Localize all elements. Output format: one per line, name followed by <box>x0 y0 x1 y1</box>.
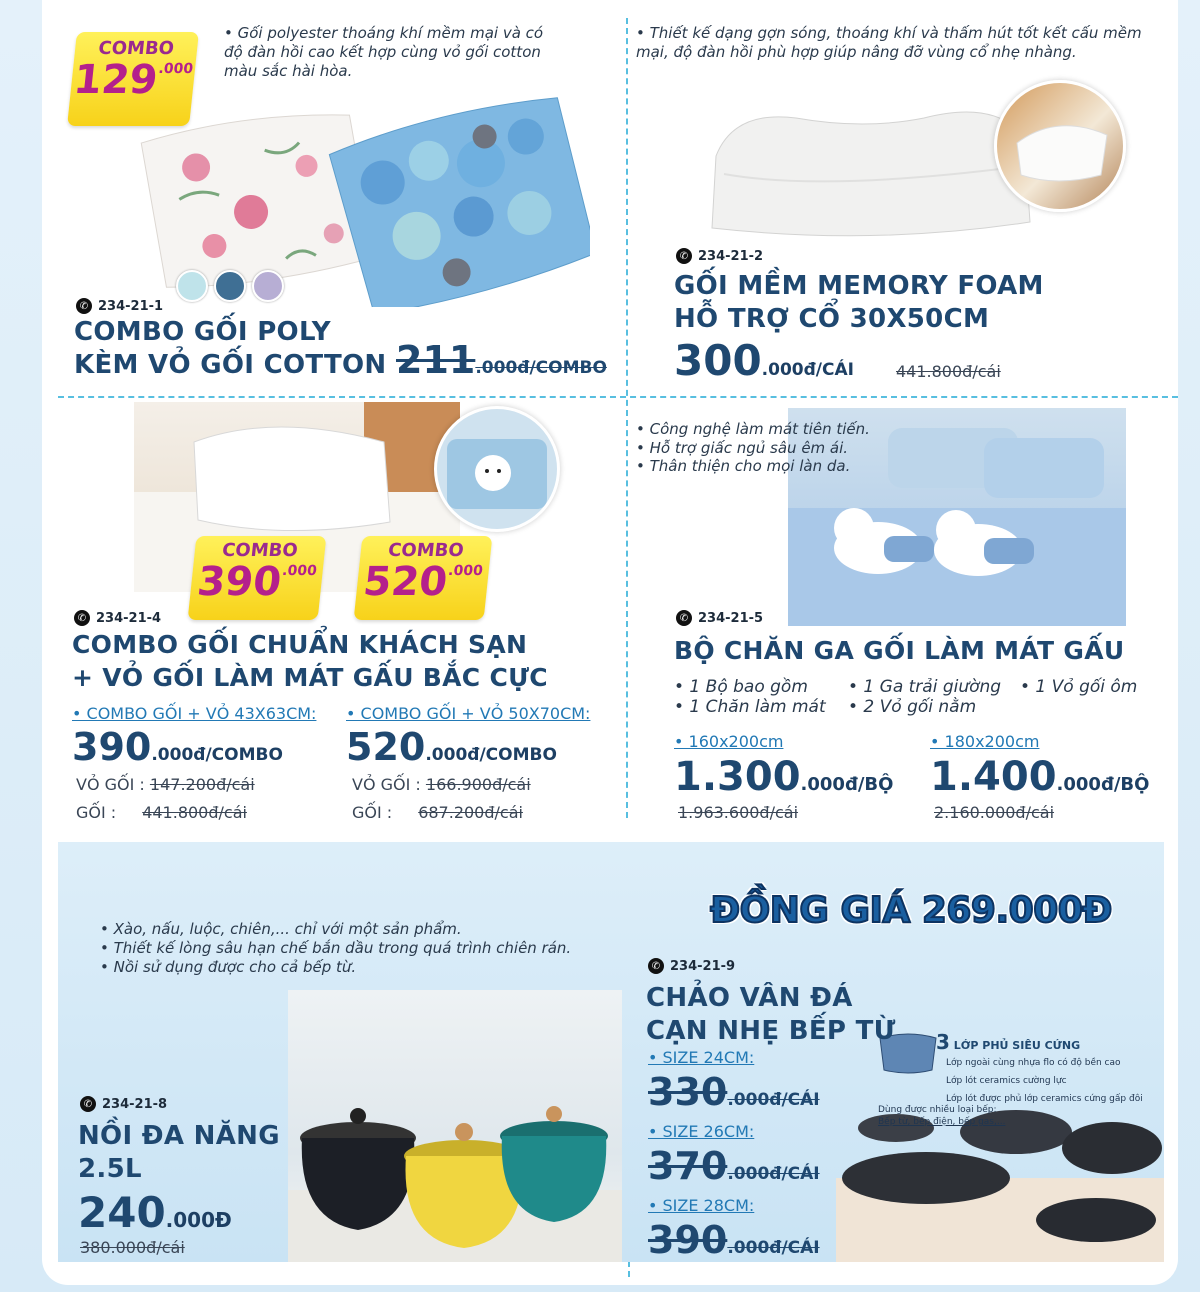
title-line-1: COMBO GỐI CHUẨN KHÁCH SẠN <box>72 630 528 659</box>
product-title <box>674 270 1044 336</box>
price: 240.000Đ <box>78 1188 232 1237</box>
price: 300.000đ/CÁI <box>674 336 854 385</box>
phone-icon: ✆ <box>74 610 90 626</box>
combo-badge-390 <box>188 536 327 620</box>
product-bear-cooling-set[interactable]: • Công nghệ làm mát tiên tiến. • Hỗ trợ giấc ngủ sâu êm ái. • Thân thiện cho mọi làn da. ✆ 234-21-5 BỘ CHĂN GA GỐI LÀM MÁT GẤU • 1 Bộ bao gồm • 1 Ga trải giường • 1 Vỏ gối ôm • 1 Chăn làm mát • 2 Vỏ gối nằm • 160x200cm 1.300.000đ/BỘ 1.963.600đ/cái • 180x200cm 1.400.000đ/BỘ 2.160.000đ/cái <box>628 398 1178 828</box>
title-line-2: CẠN NHẸ BẾP TỪ <box>646 1016 896 1046</box>
size-180x200-old: 2.160.000đ/cái <box>934 803 1055 822</box>
old-price: 441.800đ/cái <box>896 362 1001 381</box>
option-43x63-price: 390.000đ/COMBO <box>72 725 283 769</box>
badge-label: COMBO <box>221 540 299 561</box>
swatch-lavender[interactable] <box>252 270 284 302</box>
old-price: 380.000đ/cái <box>80 1238 185 1257</box>
product-hotel-pillow-combo[interactable] <box>0 398 626 828</box>
badge-label: COMBO <box>97 38 176 59</box>
size-24-link[interactable]: • SIZE 24CM: <box>648 1048 755 1067</box>
coating-layers: Lớp ngoài cùng nhựa flo có độ bền cao Lớp lót ceramics cường lực Lớp lót được phủ lớp ceramics cứng gấp đôi <box>946 1058 1143 1104</box>
title-line-2: 2.5L <box>78 1154 142 1184</box>
option-43x63-cover: VỎ GỐI : 147.200đ/cái <box>76 775 255 794</box>
badge-price: $129^{.000}$ <box>71 57 194 103</box>
swatch-mint[interactable] <box>176 270 208 302</box>
size-24-price: 330.000đ/CÁI <box>648 1070 820 1114</box>
bear-pillow-detail-photo <box>434 406 560 532</box>
product-code: ✆ 234-21-5 <box>676 610 763 626</box>
phone-icon: ✆ <box>80 1096 96 1112</box>
phone-icon: ✆ <box>676 610 692 626</box>
product-title: BỘ CHĂN GA GỐI LÀM MÁT GẤU <box>674 636 1125 665</box>
product-code: ✆ 234-21-4 <box>74 610 161 626</box>
phone-icon: ✆ <box>676 248 692 264</box>
combo-price-badge <box>67 32 199 126</box>
option-43x63-link[interactable]: • COMBO GỐI + VỎ 43X63CM: <box>72 704 317 723</box>
title-line-2: HỖ TRỢ CỔ 30X50CM <box>674 304 990 334</box>
badge-price: $520^{.000}$ <box>361 559 484 605</box>
product-memory-foam[interactable] <box>628 0 1178 396</box>
product-bullets: • Xào, nấu, luộc, chiên,... chỉ với một sản phẩm. • Thiết kế lòng sâu hạn chế bắn dầu trong quá trình chiên rán. • Nồi sử dụng được cho cả bếp từ. <box>100 920 572 976</box>
phone-icon: ✆ <box>76 298 92 314</box>
size-26-price: 370.000đ/CÁI <box>648 1144 820 1188</box>
product-title <box>74 316 387 382</box>
title-line-2: KÈM VỎ GỐI COTTON <box>74 350 387 380</box>
combo-badge-520 <box>354 536 493 620</box>
size-180x200-link[interactable]: • 180x200cm <box>930 732 1040 751</box>
product-bullet: • Thiết kế dạng gợn sóng, thoáng khí và thấm hút tốt kết cấu mềm mại, độ đàn hồi phù hợp giúp nâng đỡ vùng cổ nhẹ nhàng. <box>636 24 1142 61</box>
option-50x70-price: 520.000đ/COMBO <box>346 725 557 769</box>
product-title <box>78 1120 280 1186</box>
option-50x70-link[interactable]: • COMBO GỐI + VỎ 50X70CM: <box>346 704 591 723</box>
old-price: 211.000đ/COMBO <box>396 338 607 382</box>
product-code: ✆ 234-21-9 <box>648 958 735 974</box>
title-line-1: GỐI MỀM MEMORY FOAM <box>674 271 1044 301</box>
title-line-2: + VỎ GỐI LÀM MÁT GẤU BẮC CỰC <box>72 663 548 692</box>
product-bullet: • Gối polyester thoáng khí mềm mại và có độ đàn hồi cao kết hợp cùng vỏ gối cotton màu sắc hài hòa. <box>224 24 544 80</box>
option-43x63-pillow: GỐI : 441.800đ/cái <box>76 803 247 822</box>
memory-foam-detail-photo <box>994 80 1126 212</box>
size-160x200-price: 1.300.000đ/BỘ <box>674 754 894 800</box>
size-160x200-link[interactable]: • 160x200cm <box>674 732 784 751</box>
memory-foam-photo <box>704 96 1034 242</box>
size-26-link[interactable]: • SIZE 26CM: <box>648 1122 755 1141</box>
option-50x70-pillow: GỐI : 687.200đ/cái <box>352 803 523 822</box>
phone-icon: ✆ <box>648 958 664 974</box>
product-title <box>646 982 896 1048</box>
badge-price: $390^{.000}$ <box>195 559 318 605</box>
product-combo-poly-pillow[interactable] <box>0 0 626 396</box>
flat-price-banner: ĐỒNG GIÁ 269.000Đ <box>710 890 1112 931</box>
stove-note: Dùng được nhiều loại bếp: Bếp từ, bếp điện, bếp gas,... <box>878 1105 1006 1127</box>
product-title <box>72 628 548 694</box>
coating-title: 3 LỚP PHỦ SIÊU CỨNG <box>936 1030 1081 1054</box>
option-50x70-cover: VỎ GỐI : 166.900đ/cái <box>352 775 531 794</box>
product-stone-pan[interactable] <box>630 842 1164 1262</box>
product-bullets: • Công nghệ làm mát tiên tiến. • Hỗ trợ giấc ngủ sâu êm ái. • Thân thiện cho mọi làn da. <box>636 420 870 475</box>
pots-photo <box>288 990 622 1262</box>
product-multi-pot[interactable] <box>58 842 628 1262</box>
product-code: ✆ 234-21-1 <box>76 298 163 314</box>
product-code: ✆ 234-21-8 <box>80 1096 167 1112</box>
product-code: ✆ 234-21-2 <box>676 248 763 264</box>
title-line-1: CHẢO VÂN ĐÁ <box>646 983 853 1013</box>
size-180x200-price: 1.400.000đ/BỘ <box>930 754 1150 800</box>
title-line-1: NỒI ĐA NĂNG <box>78 1121 280 1151</box>
size-28-link[interactable]: • SIZE 28CM: <box>648 1196 755 1215</box>
color-swatches <box>176 270 284 302</box>
swatch-blue[interactable] <box>214 270 246 302</box>
badge-label: COMBO <box>387 540 465 561</box>
size-160x200-old: 1.963.600đ/cái <box>678 803 799 822</box>
size-28-price: 390.000đ/CÁI <box>648 1218 820 1262</box>
title-line-1: COMBO GỐI POLY <box>74 317 331 347</box>
